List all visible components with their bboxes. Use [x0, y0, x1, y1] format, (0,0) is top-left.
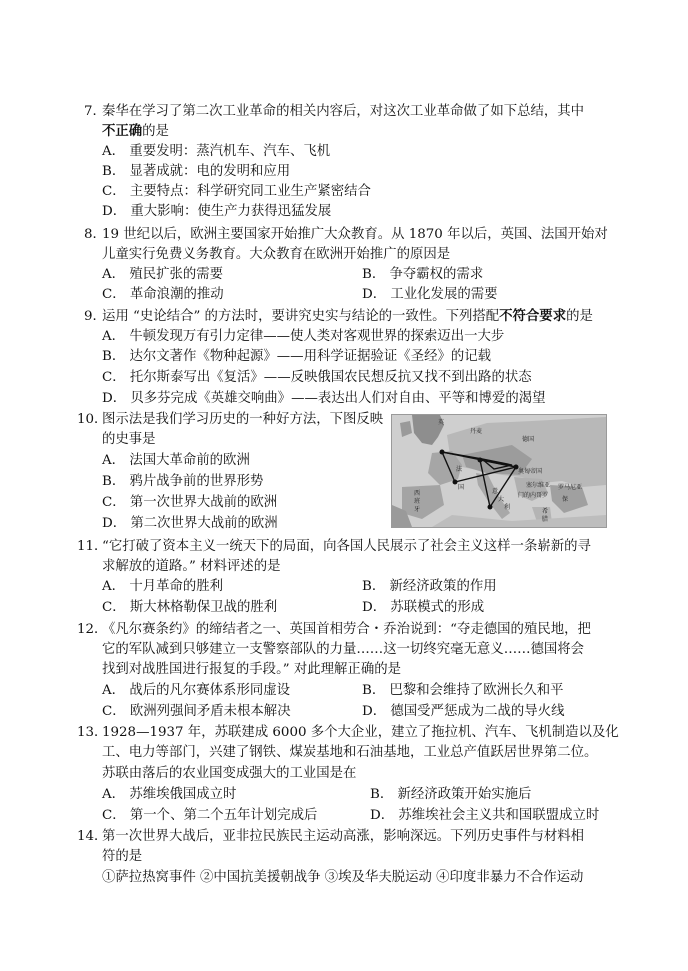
map-node	[440, 450, 445, 455]
question-7-stem-line2	[102, 123, 169, 140]
question-14-number: 14．	[77, 829, 108, 844]
question-8-stem-line2: 儿童实行免费义务教育。大众教育在欧洲开始推广的原因是	[102, 247, 451, 262]
map-label: 意	[492, 488, 499, 495]
question-11-stem-line2: 求解放的道路。” 材料评述的是	[102, 559, 281, 574]
map-node	[453, 480, 458, 485]
question-10-stem-line2: 的史事是	[102, 432, 156, 447]
q12-option-a: A． 战后的凡尔赛体系形同虚设	[102, 683, 291, 698]
map-label: 丹麦	[470, 428, 483, 435]
question-14-items: ①萨拉热窝事件 ②中国抗美援朝战争 ③埃及华夫脱运动 ④印度非暴力不合作运动	[102, 870, 584, 885]
map-label: 保	[562, 496, 569, 503]
emphasis-text: 不正确	[102, 123, 143, 139]
map-label: 大	[498, 496, 505, 503]
q10-option-a: A． 法国大革命前的欧洲	[102, 453, 250, 468]
q7-option-d: D． 重大影响：使生产力获得迅猛发展	[102, 204, 332, 219]
q7-option-b: B． 显著成就：电的发明和应用	[102, 164, 291, 179]
question-13-stem: 1928—1937 年，苏联建成 6000 多个大企业，建立了拖拉机、汽车、飞机制造以及化	[102, 725, 619, 740]
q11-option-b: B． 新经济政策的作用	[362, 579, 497, 594]
q8-option-a: A． 殖民扩张的需要	[102, 267, 224, 282]
stem-text: 运用 “史论结合” 的方法时，要讲究史实与结论的一致性。下列搭配	[102, 309, 500, 324]
map-label: 西	[414, 490, 421, 497]
q13-option-b: B． 新经济政策开始实施后	[370, 787, 532, 802]
question-12-stem: 《凡尔赛条约》的缔结者之一、英国首相劳合・乔治说到：“夺走德国的殖民地，把	[102, 622, 591, 637]
map-label: 奥匈帝国	[518, 468, 543, 475]
map-label: 门的内哥罗	[518, 492, 549, 499]
q10-option-d: D． 第二次世界大战前的欧洲	[102, 516, 278, 531]
question-7-stem: 秦华在学习了第二次工业革命的相关内容后，对这次工业革命做了如下总结，其中	[102, 104, 585, 119]
q13-option-c: C． 第一个、第二个五年计划完成后	[102, 808, 318, 823]
q9-option-a: A． 牛顿发现万有引力定律——使人类对客观世界的探索迈出一大步	[102, 329, 505, 344]
question-11-number: 11．	[77, 539, 108, 554]
q12-option-d: D． 德国受严惩成为二战的导火线	[362, 704, 565, 719]
q11-option-d: D． 苏联模式的形成	[362, 600, 485, 615]
question-13-number: 13．	[77, 725, 108, 740]
q10-option-b: B． 鸦片战争前的世界形势	[102, 474, 264, 489]
map-label: 希	[542, 508, 549, 515]
map-node	[478, 458, 483, 463]
q9-option-c: C． 托尔斯泰写出《复活》——反映俄国农民想反抗又找不到出路的状态	[102, 370, 532, 385]
map-label: 利	[504, 504, 511, 511]
map-label: 腊	[542, 516, 549, 523]
map-label: 德国	[522, 436, 535, 443]
q9-option-b: B． 达尔文著作《物种起源》——用科学证据验证《圣经》的记载	[102, 349, 492, 364]
stem-text: 的是	[566, 309, 593, 324]
q7-option-c: C． 主要特点：科学研究同工业生产紧密结合	[102, 184, 371, 199]
q8-option-d: D． 工业化发展的需要	[362, 287, 498, 302]
map-label: 塞尔维亚	[526, 482, 551, 489]
map-label: 国	[458, 484, 465, 491]
question-10-stem: 图示法是我们学习历史的一种好方法，下图反映	[102, 412, 384, 427]
question-12-stem-line3: 找到对战胜国进行报复的手段。” 对此理解正确的是	[102, 662, 401, 677]
emphasis-text: 不符合要求	[499, 308, 567, 324]
question-12-number: 12．	[77, 622, 108, 637]
q8-option-c: C． 革命浪潮的推动	[102, 287, 224, 302]
question-13-stem-line3: 苏联由落后的农业国变成强大的工业国是在	[102, 766, 357, 781]
question-7-number: 7．	[84, 104, 106, 119]
europe-alliance-map	[391, 414, 607, 528]
question-13-stem-line2: 工、电力等部门，兴建了钢铁、煤炭基地和石油基地，工业总产值跃居世界第二位。	[102, 745, 598, 760]
map-label: 罗马尼亚	[558, 484, 583, 491]
question-9-number: 9．	[84, 309, 106, 324]
question-14-stem: 第一次世界大战后，亚非拉民族民主运动高涨，影响深远。下列历史事件与材料相	[102, 829, 585, 844]
question-10-number: 10．	[77, 412, 108, 427]
q8-option-b: B． 争夺霸权的需求	[362, 267, 484, 282]
q13-option-d: D． 苏维埃社会主义共和国联盟成立时	[370, 808, 600, 823]
map-graphic	[392, 415, 606, 527]
q10-option-c: C． 第一次世界大战前的欧洲	[102, 495, 278, 510]
stem-text: 的是	[142, 124, 169, 139]
map-label: 法	[456, 466, 463, 473]
map-label: 班	[414, 498, 421, 505]
map-label: 牙	[414, 506, 421, 513]
question-14-stem-line2: 符的是	[102, 849, 143, 864]
q13-option-a: A． 苏维埃俄国成立时	[102, 787, 237, 802]
question-12-stem-line2: 它的军队减到只够建立一支警察部队的力量……这一切终究毫无意义……德国将会	[102, 642, 585, 657]
q11-option-a: A． 十月革命的胜利	[102, 579, 224, 594]
question-8-stem: 19 世纪以后，欧洲主要国家开始推广大众教育。从 1870 年以后，英国、法国开始对	[102, 227, 608, 242]
q9-option-d: D． 贝多芬完成《英雄交响曲》——表达出人们对自由、平等和博爱的渴望	[102, 391, 546, 406]
question-11-stem: “它打破了资本主义一统天下的局面，向各国人民展示了社会主义这样一条崭新的寻	[102, 539, 591, 554]
map-node	[488, 505, 493, 510]
q7-option-a: A． 重要发明：蒸汽机车、汽车、飞机	[102, 144, 331, 159]
question-8-number: 8．	[84, 227, 106, 242]
question-9-stem	[102, 308, 593, 325]
map-label: 英	[438, 419, 445, 426]
q11-option-c: C． 斯大林格勒保卫战的胜利	[102, 600, 278, 615]
q12-option-c: C． 欧洲列强间矛盾未根本解决	[102, 704, 291, 719]
q12-option-b: B． 巴黎和会维持了欧洲长久和平	[362, 683, 564, 698]
